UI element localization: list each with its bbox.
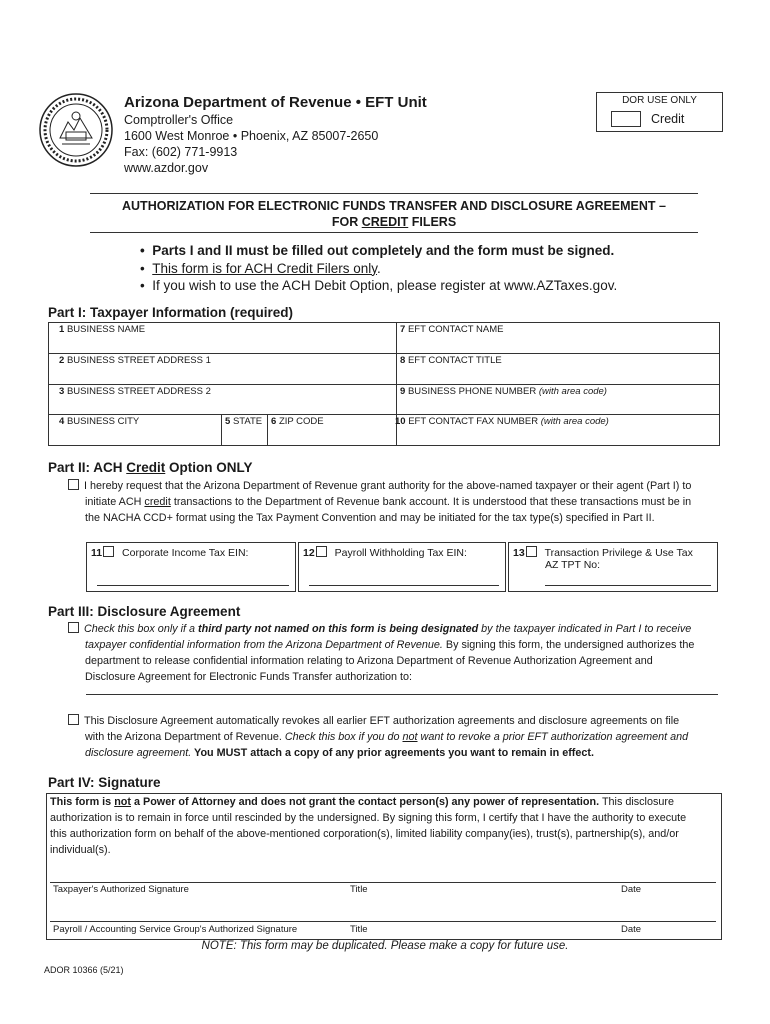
part3-line [68,745,728,761]
part4-line [50,794,718,810]
part2-heading-post: Option ONLY [165,460,253,475]
instruction-item: • Parts I and II must be filled out completely and the form must be signed. [140,243,615,258]
part3-line [68,729,728,745]
tpt-input-line[interactable] [545,585,711,586]
part3-line [68,653,728,669]
business-street-address-2-field[interactable] [55,385,401,414]
taxpayer-title-label: Title [350,884,368,895]
organization-name: Arizona Department of Revenue • EFT Unit [124,94,427,111]
part3-line [68,713,728,729]
part2-line [68,510,728,526]
business-city-field[interactable] [55,415,225,444]
part4-text: This disclosure [599,796,674,808]
field-label: BUSINESS PHONE NUMBER [407,386,537,397]
field-number: 4 [59,416,65,427]
part3-line [68,621,728,637]
part3-line [68,669,728,685]
zip-code-field[interactable] [267,415,395,444]
part2-line-text: I hereby request that the Arizona Department of Revenue grant authority for the above-named taxpayer or their agent (Part I) to [84,480,692,492]
eft-contact-fax-field[interactable] [391,415,717,444]
duplication-note: NOTE: This form may be duplicated. Please make a copy for future use. [201,940,569,952]
corporate-income-tax-label [91,546,248,559]
payroll-title-label: Title [350,924,368,935]
ein-input-line[interactable] [309,585,499,586]
part3-not-word: not [402,731,418,743]
transaction-privilege-tax-box [508,542,718,592]
instruction-item: • If you wish to use the ACH Debit Option, please register at www.AZTaxes.gov. [140,278,618,293]
eft-contact-name-field[interactable] [396,323,718,352]
part3-text-bold: You MUST attach a copy of any prior agreements you want to remain in effect. [191,747,594,759]
transaction-privilege-checkbox[interactable] [526,546,537,557]
part3-text: disclosure agreement. [85,747,192,759]
part3-text: Check this box only if a [84,623,199,635]
dor-use-only-label: DOR USE ONLY [622,95,697,106]
part1-heading: Part I: Taxpayer Information (required) [48,305,294,320]
title-for: FOR [331,215,362,229]
part3-text: Check this box if you do [284,731,403,743]
part4-not-word: not [114,796,131,808]
instruction-text: If you wish to use the ACH Debit Option, please register at www.AZTaxes.gov. [152,278,618,293]
field-label: BUSINESS CITY [66,416,140,427]
part3-text: Disclosure Agreement for Electronic Funds Transfer authorization to: [85,671,413,683]
field-label: EFT CONTACT TITLE [407,355,502,366]
part3-text: department to release confidential information relating to Arizona Department of Revenue Authorization Agreement and [85,655,653,667]
field-label: ZIP CODE [278,416,324,427]
part2-line-text: the NACHA CCD+ format using the Tax Payment Convention and may be initiated for the tax type(s) specified in Part II. [85,512,655,524]
field-number: 7 [400,324,406,335]
corporate-income-tax-ein-box [86,542,296,592]
disclosure-recipient-line[interactable] [86,694,718,695]
field-label: Transaction Privilege & Use Tax [544,547,693,559]
title-filers: FILERS [408,215,457,229]
payroll-signature-label: Payroll / Accounting Service Group's Authorized Signature [53,924,298,935]
field-number: 3 [59,386,65,397]
field-number: 10 [395,416,406,427]
field-number: 13 [513,547,525,559]
arizona-state-seal-icon [38,92,114,168]
form-title-line1: AUTHORIZATION FOR ELECTRONIC FUNDS TRANSFER AND DISCLOSURE AGREEMENT – [122,199,666,213]
part4-heading: Part IV: Signature [48,775,161,790]
field-number: 8 [400,355,406,366]
instruction-text: This form is for ACH Credit Filers only [152,260,378,276]
part4-line: individual(s). [50,844,111,856]
dor-credit-field[interactable] [611,111,641,127]
business-street-address-1-field[interactable] [55,354,401,383]
payroll-withholding-label [303,546,467,559]
instruction-item: • This form is for ACH Credit Filers only. [140,260,381,276]
field-number: 12 [303,547,315,559]
form-number: ADOR 10366 (5/21) [44,965,124,975]
part2-authorization-text [68,478,728,526]
field-label: EFT CONTACT FAX NUMBER [408,416,539,427]
business-name-field[interactable] [55,323,401,352]
do-not-revoke-checkbox[interactable] [68,714,79,725]
part2-heading [48,460,253,475]
part2-heading-pre: Part II: ACH [48,460,127,475]
payroll-withholding-ein-box [298,542,506,592]
field-number: 9 [400,386,406,397]
instructions-list [140,242,617,295]
part2-line [68,478,728,494]
title-bottom-rule [90,232,698,233]
field-label: AZ TPT No: [545,559,601,571]
business-phone-field[interactable] [396,385,718,414]
third-party-disclosure-checkbox[interactable] [68,622,79,633]
part4-text-bold: This form is [50,796,115,808]
dor-credit-label: Credit [651,112,685,126]
part2-line-text: initiate ACH [85,496,145,508]
taxpayer-info-grid [48,322,720,446]
part3-heading: Part III: Disclosure Agreement [48,604,241,619]
part3-text: by the taxpayer indicated in Part I to receive [478,623,692,635]
part2-line [68,494,728,510]
part3-text: By signing this form, the undersigned authorizes the [442,639,695,651]
form-title [90,198,698,230]
signature-box [46,793,722,940]
office-address: 1600 West Monroe • Phoenix, AZ 85007-2650 [124,129,379,143]
taxpayer-date-label: Date [621,884,642,895]
payroll-signature-line[interactable] [50,921,716,922]
part3-third-party-text [68,621,728,685]
part3-text: This Disclosure Agreement automatically revokes all earlier EFT authorization agreements and disclosure agreements on file [84,715,680,727]
fax-number: Fax: (602) 771-9913 [124,145,238,159]
title-top-rule [90,193,698,194]
part4-line: this authorization form on behalf of the above-mentioned corporation(s), limited liability company(ies), trust(s), partnership(s), and/or [50,828,679,840]
payroll-withholding-checkbox[interactable] [316,546,327,557]
field-number: 2 [59,355,65,366]
transaction-privilege-label [513,546,693,571]
part3-text-bold: third party not named on this form is being designated [198,623,479,635]
part2-line-text: transactions to the Department of Revenue bank account. It is understood that these transactions must be in [170,496,692,508]
part2-credit-word: credit [144,496,171,508]
part3-text: with the Arizona Department of Revenue. [85,731,285,743]
field-number: 1 [59,324,65,335]
field-label: BUSINESS NAME [66,324,146,335]
field-label: Payroll Withholding Tax EIN: [334,547,467,559]
title-credit: CREDIT [361,215,409,229]
field-number: 5 [225,416,231,427]
part3-text: want to revoke a prior EFT authorization agreement and [417,731,689,743]
field-label: BUSINESS STREET ADDRESS 1 [66,355,211,366]
payroll-date-label: Date [621,924,642,935]
part3-line [68,637,728,653]
instruction-period: . [377,260,381,276]
corporate-income-tax-checkbox[interactable] [103,546,114,557]
instruction-text: Parts I and II must be filled out completely and the form must be signed. [152,243,615,258]
eft-contact-title-field[interactable] [396,354,718,383]
part4-line: authorization is to remain in force until rescinded by the undersigned. By signing this form, I certify that I have the authority to execute [50,812,687,824]
part3-revocation-text [68,713,728,761]
part4-text-bold: a Power of Attorney and does not grant the contact person(s) any power of representation. [131,796,600,808]
field-label: STATE [232,416,263,427]
website: www.azdor.gov [124,161,209,175]
part2-heading-credit: Credit [126,460,166,475]
part4-text [50,794,718,858]
taxpayer-signature-line[interactable] [50,882,716,883]
state-field[interactable] [221,415,267,444]
field-number: 11 [91,547,103,559]
field-number: 6 [271,416,277,427]
form-title-line2 [90,214,698,230]
field-label: Corporate Income Tax EIN: [122,547,249,559]
ein-input-line[interactable] [97,585,289,586]
field-label: EFT CONTACT NAME [407,324,504,335]
taxpayer-signature-label: Taxpayer's Authorized Signature [53,884,189,895]
part3-text: taxpayer confidential information from the Arizona Department of Revenue. [85,639,443,651]
field-hint: (with area code) [538,386,607,397]
field-hint: (with area code) [540,416,609,427]
ach-credit-authorization-checkbox[interactable] [68,479,79,490]
dor-use-only-box [596,92,723,132]
field-label: BUSINESS STREET ADDRESS 2 [66,386,211,397]
office-name: Comptroller's Office [124,113,234,127]
